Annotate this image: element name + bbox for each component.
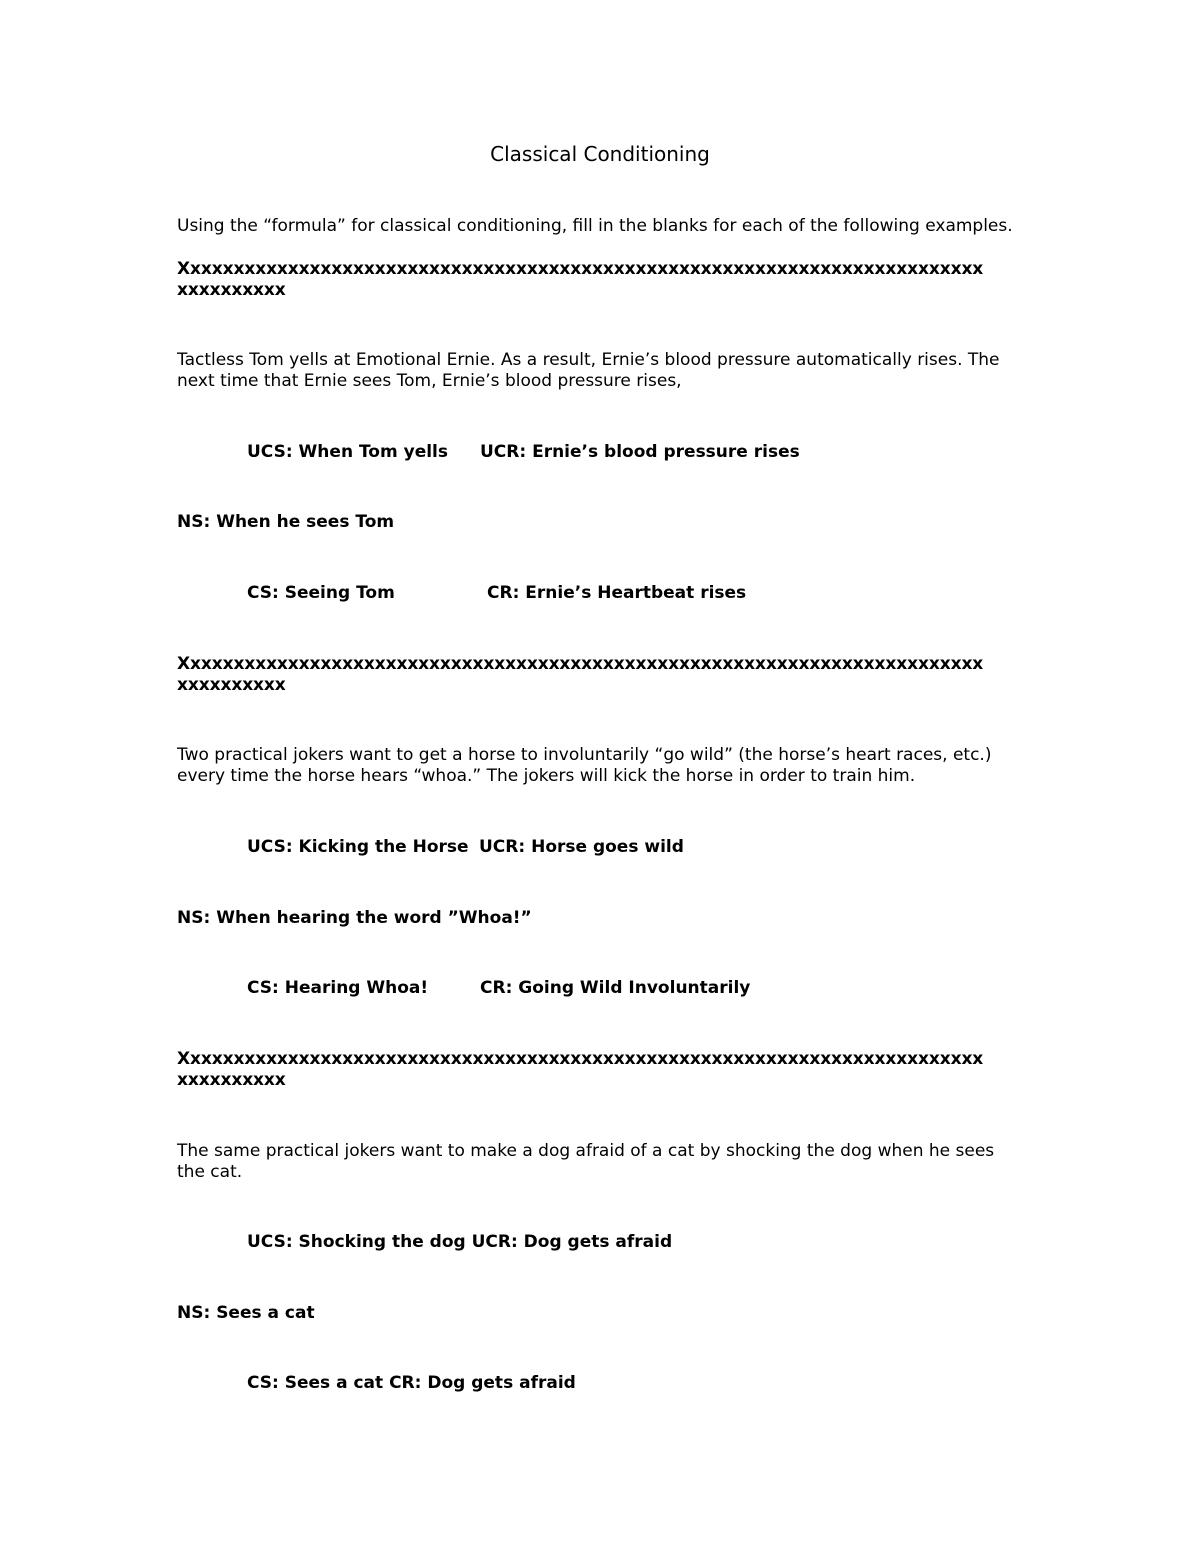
separator-line: Xxxxxxxxxxxxxxxxxxxxxxxxxxxxxxxxxxxxxxxxxxxxxxxxxxxxxxxxxxxxxxxxxxxxxxxxxx xyxy=(177,1049,984,1069)
page-title: Classical Conditioning xyxy=(490,142,710,166)
separator-line-continuation: xxxxxxxxxx xyxy=(177,1070,286,1090)
separator-line: Xxxxxxxxxxxxxxxxxxxxxxxxxxxxxxxxxxxxxxxxxxxxxxxxxxxxxxxxxxxxxxxxxxxxxxxxxx xyxy=(177,259,984,279)
separator-line-continuation: xxxxxxxxxx xyxy=(177,675,286,695)
example2-cs: CS: Hearing Whoa! xyxy=(247,978,429,998)
example1-cr: CR: Ernie’s Heartbeat rises xyxy=(487,583,747,603)
example3-cs-cr: CS: Sees a cat CR: Dog gets afraid xyxy=(247,1373,576,1393)
example2-ns: NS: When hearing the word ”Whoa!” xyxy=(177,908,532,928)
example2-ucr: UCR: Horse goes wild xyxy=(479,837,684,857)
instructions-text: Using the “formula” for classical conditioning, fill in the blanks for each of the following examples. xyxy=(177,216,1013,236)
example1-scenario: Tactless Tom yells at Emotional Ernie. As a result, Ernie’s blood pressure automatically rises. The next time that Ernie sees Tom, Ernie’s blood pressure rises, xyxy=(177,350,1000,391)
example3-ns: NS: Sees a cat xyxy=(177,1303,315,1323)
example3-ucs-ucr: UCS: Shocking the dog UCR: Dog gets afraid xyxy=(247,1232,673,1252)
example1-ucs: UCS: When Tom yells xyxy=(247,442,448,462)
example1-ns: NS: When he sees Tom xyxy=(177,512,395,532)
example3-scenario: The same practical jokers want to make a dog afraid of a cat by shocking the dog when he sees the cat. xyxy=(177,1141,995,1182)
separator-line-continuation: xxxxxxxxxx xyxy=(177,280,286,300)
example2-cr: CR: Going Wild Involuntarily xyxy=(480,978,751,998)
separator-line: Xxxxxxxxxxxxxxxxxxxxxxxxxxxxxxxxxxxxxxxxxxxxxxxxxxxxxxxxxxxxxxxxxxxxxxxxxx xyxy=(177,654,984,674)
example1-ucr: UCR: Ernie’s blood pressure rises xyxy=(480,442,800,462)
example2-scenario: Two practical jokers want to get a horse to involuntarily “go wild” (the horse’s heart races, etc.) every time the horse hears “whoa.” The jokers will kick the horse in order to train him. xyxy=(177,745,992,786)
example2-ucs: UCS: Kicking the Horse xyxy=(247,837,469,857)
example1-cs: CS: Seeing Tom xyxy=(247,583,395,603)
